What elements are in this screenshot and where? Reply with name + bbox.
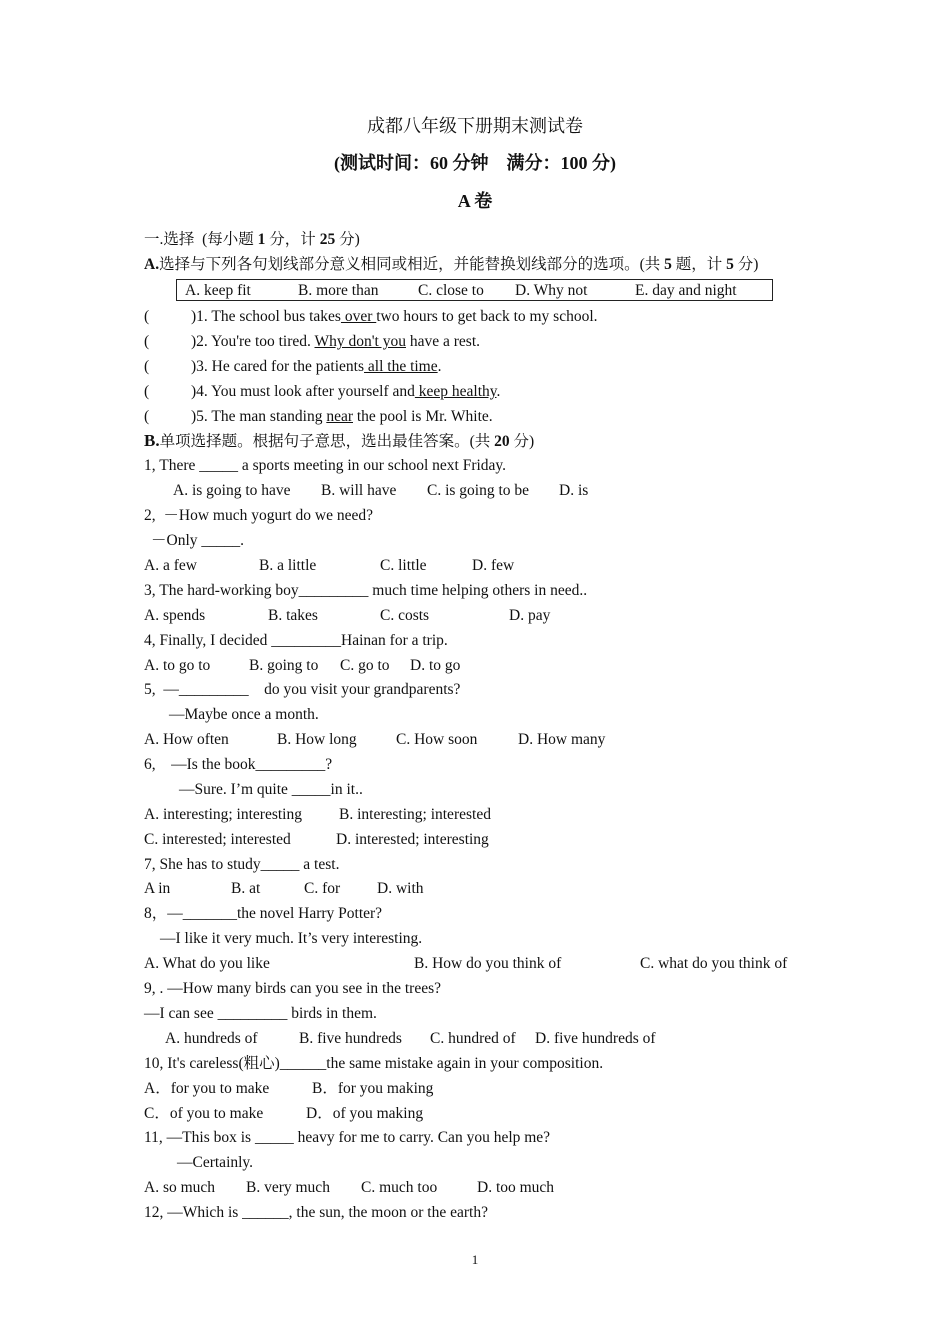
q9-option-a: A. hundreds of (165, 1030, 258, 1047)
q5-option-c: C. How soon (396, 731, 478, 748)
q7-option-b: B. at (231, 880, 261, 897)
question-9-answer-line: —I can see _________ birds in them. (144, 1005, 377, 1022)
q6-option-d: D. interested; interesting (336, 831, 489, 848)
option-e: E. day and night (635, 282, 737, 299)
q3-option-c: C. costs (380, 607, 430, 624)
question-11-answer-line: —Certainly. (177, 1154, 254, 1171)
part1-heading (144, 230, 360, 250)
q10-option-c: C．of you to make (144, 1105, 264, 1122)
partA-item-paren: ( (144, 358, 150, 375)
q7-option-a: A in (144, 880, 171, 897)
partA-item (191, 357, 442, 377)
option-c: C. close to (418, 282, 484, 299)
q6-option-a: A. interesting; interesting (144, 806, 302, 823)
partA-item-paren: ( (144, 408, 150, 425)
q4-option-d: D. to go (410, 657, 461, 674)
q9-option-b: B. five hundreds (299, 1030, 402, 1047)
item-rest: the pool is Mr. White. (353, 408, 493, 425)
q2-option-a: A. a few (144, 557, 197, 574)
q11-option-c: C. much too (361, 1179, 438, 1196)
q10-option-a: A．for you to make (144, 1080, 270, 1097)
question-12: 12, —Which is ______, the sun, the moon or the earth? (144, 1204, 488, 1221)
question-11: 11, —This box is _____ heavy for me to carry. Can you help me? (144, 1129, 551, 1146)
item-text: )2. You're too tired. (191, 333, 315, 350)
partA-text: 选择与下列各句划线部分意义相同或相近，并能替换划线部分的选项。(共 (159, 256, 665, 273)
partA-item (191, 407, 493, 427)
part1-total: 25 (319, 231, 336, 248)
q1-option-d: D. is (559, 482, 589, 499)
question-2: 2, －How much yogurt do we need? (144, 507, 374, 524)
part1-post: 分) (335, 231, 360, 248)
q1-option-b: B. will have (321, 482, 397, 499)
q5-option-b: B. How long (277, 731, 357, 748)
q3-option-d: D. pay (509, 607, 551, 624)
partA-post: 分) (733, 256, 759, 273)
item-text: )1. The school bus takes (191, 308, 341, 325)
part1-mid: 分，计 (265, 231, 320, 248)
q3-option-a: A. spends (144, 607, 206, 624)
q8-option-a: A. What do you like (144, 955, 270, 972)
partA-item (191, 307, 598, 327)
q11-option-b: B. very much (246, 1179, 330, 1196)
q5-option-a: A. How often (144, 731, 229, 748)
item-rest: . (437, 358, 442, 375)
item-rest: . (496, 383, 501, 400)
question-8: 8，—_______the novel Harry Potter? (144, 905, 383, 922)
question-3: 3, The hard-working boy_________ much time helping others in need.. (144, 582, 588, 599)
partA-item-paren: ( (144, 383, 150, 400)
question-10: 10, It's careless(粗心)______the same mistake again in your composition. (144, 1055, 604, 1072)
partA-item (191, 332, 480, 352)
exam-info-pre: (测试时间： (334, 153, 430, 173)
question-8-answer-line: —I like it very much. It’s very interesting. (160, 930, 423, 947)
item-text: )4. You must look after yourself and (191, 383, 415, 400)
q2-option-d: D. few (472, 557, 515, 574)
question-7: 7, She has to study_____ a test. (144, 856, 340, 873)
partA-item-paren: ( (144, 333, 150, 350)
q11-option-d: D. too much (477, 1179, 555, 1196)
exam-info-post: 分) (587, 153, 616, 173)
q2-option-b: B. a little (259, 557, 317, 574)
option-a: A. keep fit (185, 282, 251, 299)
page-title: 成都八年级下册期末测试卷 (367, 116, 583, 136)
partA-points: 5 (726, 256, 734, 273)
item-text: )5. The man standing (191, 408, 327, 425)
underlined-phrase: near (326, 408, 353, 425)
q5-option-d: D. How many (518, 731, 606, 748)
q2-option-c: C. little (380, 557, 427, 574)
part1-points: 1 (257, 231, 266, 248)
underlined-phrase: Why don't you (314, 333, 406, 350)
question-5-answer-line: —Maybe once a month. (169, 706, 319, 723)
exam-score: 100 (560, 153, 588, 173)
q1-option-c: C. is going to be (427, 482, 530, 499)
q7-option-d: D. with (377, 880, 424, 897)
question-2-answer-line: －Only _____. (151, 532, 245, 549)
question-6: 6, —Is the book_________? (144, 756, 333, 773)
q3-option-b: B. takes (268, 607, 318, 624)
question-1: 1, There _____ a sports meeting in our school next Friday. (144, 457, 507, 474)
partA-item-paren: ( (144, 308, 150, 325)
partA-heading (144, 255, 758, 275)
question-4: 4, Finally, I decided _________Hainan for a trip. (144, 632, 448, 649)
underlined-phrase: keep healthy (414, 383, 497, 400)
partB-letter: B. (144, 431, 160, 450)
question-5: 5, —_________ do you visit your grandparents? (144, 681, 461, 698)
q10-option-b: B．for you making (312, 1080, 434, 1097)
item-text: )3. He cared for the patients (191, 358, 365, 375)
q11-option-a: A. so much (144, 1179, 216, 1196)
q10-option-d: D．of you making (306, 1105, 424, 1122)
exam-time: 60 (430, 153, 448, 173)
underlined-phrase: over (340, 308, 377, 325)
q4-option-a: A. to go to (144, 657, 211, 674)
q9-option-d: D. five hundreds of (535, 1030, 656, 1047)
exam-info-mid: 分钟 满分： (448, 153, 561, 173)
partA-item (191, 382, 500, 402)
q8-option-b: B. How do you think of (414, 955, 562, 972)
partB-post: 分) (509, 433, 535, 450)
q1-option-a: A. is going to have (173, 482, 291, 499)
item-rest: two hours to get back to my school. (376, 308, 598, 325)
page-number: 1 (471, 1252, 479, 1267)
underlined-phrase: all the time (364, 358, 438, 375)
partB-text: 单项选择题。根据句子意思，选出最佳答案。(共 (159, 433, 495, 450)
q8-option-c: C. what do you think of (640, 955, 788, 972)
partB-heading (144, 431, 534, 452)
option-d: D. Why not (515, 282, 588, 299)
q4-option-b: B. going to (249, 657, 319, 674)
q6-option-b: B. interesting; interested (339, 806, 491, 823)
q6-option-c: C. interested; interested (144, 831, 291, 848)
q7-option-c: C. for (304, 880, 341, 897)
section-a-heading: A 卷 (457, 191, 493, 211)
partA-letter: A. (144, 256, 160, 273)
q4-option-c: C. go to (340, 657, 390, 674)
partB-points: 20 (494, 433, 510, 450)
item-rest: have a rest. (405, 333, 481, 350)
q9-option-c: C. hundred of (430, 1030, 516, 1047)
question-6-answer-line: —Sure. I’m quite _____in it.. (179, 781, 363, 798)
option-b: B. more than (298, 282, 379, 299)
exam-info (0, 153, 950, 173)
partA-count: 5 (664, 256, 672, 273)
question-9: 9, . —How many birds can you see in the trees? (144, 980, 442, 997)
part1-pre: 一.选择 (每小题 (144, 231, 258, 248)
partA-mid: 题，计 (671, 256, 727, 273)
